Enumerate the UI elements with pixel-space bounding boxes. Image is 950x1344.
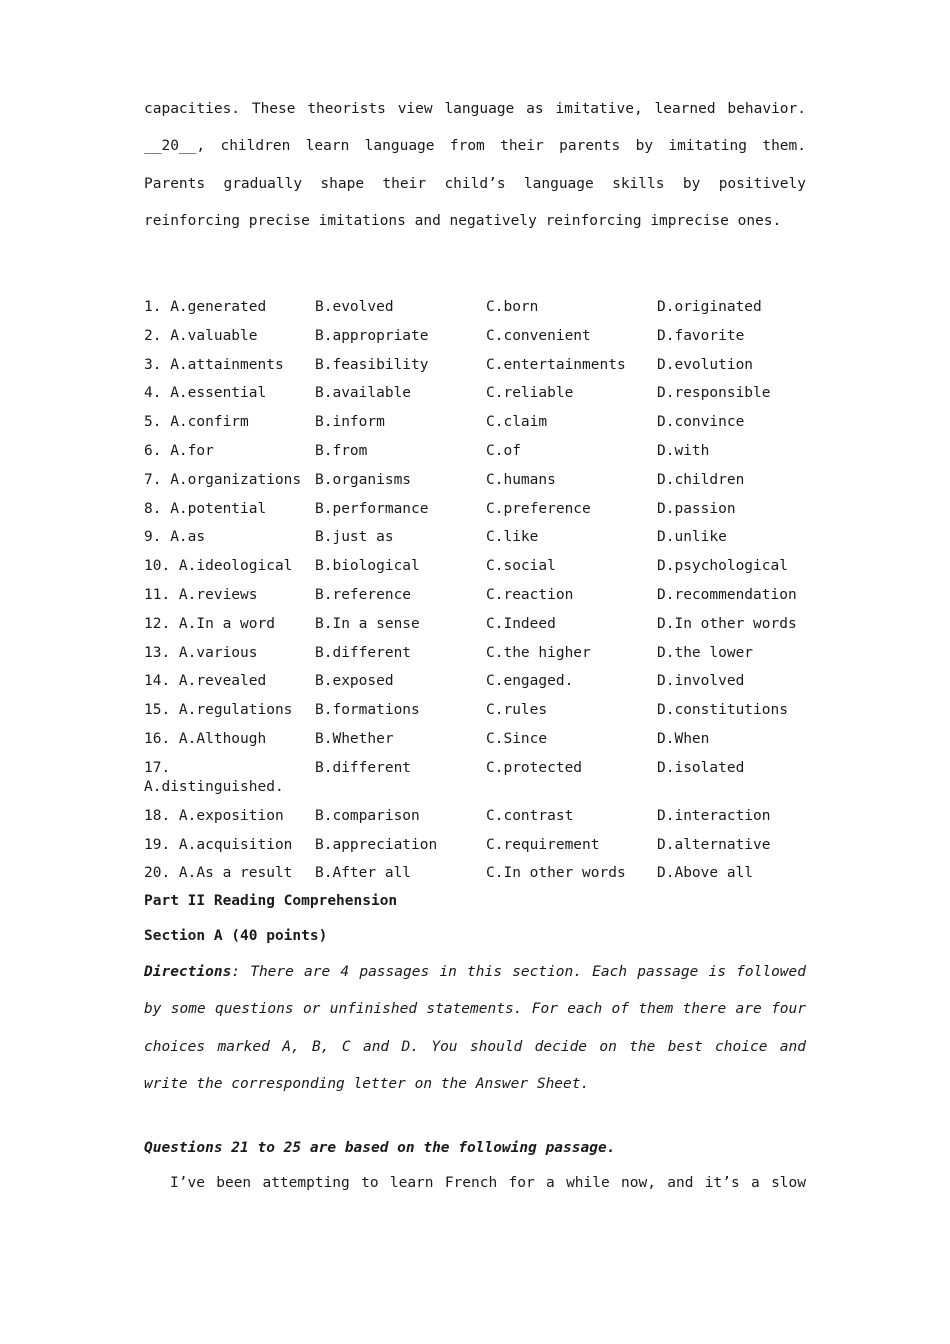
- option-c: C.the higher: [486, 644, 591, 661]
- option-row: [144, 802, 824, 831]
- option-c: C.engaged.: [486, 673, 574, 690]
- option-a: 17. A.distinguished.: [144, 759, 284, 795]
- option-row: [144, 495, 824, 524]
- option-a: 3. A.attainments: [144, 356, 284, 373]
- option-a: 16. A.Although: [144, 730, 267, 747]
- option-a: 2. A.valuable: [144, 327, 258, 344]
- option-d: D.psychological: [657, 558, 788, 575]
- option-row: [144, 351, 824, 380]
- option-a: 12. A.In a word: [144, 615, 275, 632]
- option-d: D.involved: [657, 673, 745, 690]
- option-c: C.humans: [486, 471, 556, 488]
- option-b: B.feasibility: [315, 356, 429, 373]
- option-row: [144, 667, 824, 696]
- options-list: [144, 293, 824, 888]
- option-c: C.of: [486, 442, 521, 459]
- option-d: D.unlike: [657, 529, 727, 546]
- option-c: C.In other words: [486, 865, 626, 882]
- option-a: 4. A.essential: [144, 385, 267, 402]
- option-row: [144, 859, 824, 888]
- option-b: B.different: [315, 759, 412, 776]
- option-c: C.born: [486, 299, 539, 315]
- option-d: D.originated: [657, 299, 762, 315]
- option-a: 7. A.organizations: [144, 471, 302, 488]
- option-b: B.inform: [315, 414, 385, 431]
- section-heading: Section A (40 points): [144, 928, 328, 944]
- option-row: [144, 379, 824, 408]
- option-b: B.organisms: [315, 471, 412, 488]
- option-b: B.formations: [315, 702, 420, 719]
- option-row: [144, 696, 824, 725]
- option-a: 15. A.regulations: [144, 702, 293, 719]
- option-c: C.convenient: [486, 327, 591, 344]
- option-row: [144, 437, 824, 466]
- option-a: 8. A.potential: [144, 500, 267, 517]
- directions-label: Directions: [144, 964, 232, 980]
- option-c: C.rules: [486, 702, 548, 719]
- option-row: [144, 725, 824, 754]
- option-d: D.children: [657, 471, 745, 488]
- option-d: D.alternative: [657, 836, 771, 853]
- option-b: B.appreciation: [315, 836, 438, 853]
- option-c: C.reaction: [486, 586, 574, 603]
- option-row: [144, 552, 824, 581]
- questions-heading: Questions 21 to 25 are based on the following passage.: [144, 1140, 616, 1156]
- option-b: B.In a sense: [315, 615, 420, 632]
- option-a: 18. A.exposition: [144, 807, 284, 824]
- directions-text: : There are 4 passages in this section. Each passage is followed by some questions or unfinished statements. For each of them there are four choices marked A, B, C and D. You should decide on the best choice and write the corresponding letter on the Answer Sheet.: [144, 964, 806, 1092]
- option-row: [144, 466, 824, 495]
- option-d: D.interaction: [657, 807, 771, 824]
- option-c: C.Indeed: [486, 615, 556, 632]
- option-b: B.available: [315, 385, 412, 402]
- option-c: C.claim: [486, 414, 548, 431]
- option-d: D.passion: [657, 500, 736, 517]
- option-d: D.isolated: [657, 759, 745, 776]
- option-b: B.After all: [315, 865, 412, 882]
- option-b: B.biological: [315, 558, 420, 575]
- option-d: D.When: [657, 730, 710, 747]
- option-b: B.just as: [315, 529, 394, 546]
- option-c: C.reliable: [486, 385, 574, 402]
- option-b: B.Whether: [315, 730, 394, 747]
- option-b: B.evolved: [315, 299, 394, 315]
- option-a: 6. A.for: [144, 442, 214, 459]
- option-c: C.Since: [486, 730, 548, 747]
- directions: [144, 954, 806, 1103]
- option-b: B.exposed: [315, 673, 394, 690]
- option-a: 11. A.reviews: [144, 586, 258, 603]
- option-d: D.evolution: [657, 356, 754, 373]
- option-c: C.requirement: [486, 836, 600, 853]
- option-d: D.convince: [657, 414, 745, 431]
- option-b: B.different: [315, 644, 412, 661]
- passage-start: I’ve been attempting to learn French for a while now, and it’s a slow: [170, 1175, 806, 1191]
- option-c: C.protected: [486, 759, 583, 776]
- option-d: D.favorite: [657, 327, 745, 344]
- option-row: [144, 293, 824, 322]
- option-row: [144, 408, 824, 437]
- option-b: B.appropriate: [315, 327, 429, 344]
- option-a: 10. A.ideological: [144, 558, 293, 575]
- option-b: B.from: [315, 442, 368, 459]
- option-a: 19. A.acquisition: [144, 836, 293, 853]
- option-c: C.like: [486, 529, 539, 546]
- option-b: B.performance: [315, 500, 429, 517]
- option-a: 20. A.As a result: [144, 865, 293, 882]
- option-row: [144, 523, 824, 552]
- option-d: D.Above all: [657, 865, 754, 882]
- option-a: 1. A.generated: [144, 299, 267, 315]
- option-d: D.with: [657, 442, 710, 459]
- option-d: D.In other words: [657, 615, 797, 632]
- option-row: [144, 639, 824, 668]
- option-b: B.comparison: [315, 807, 420, 824]
- option-d: D.responsible: [657, 385, 771, 402]
- option-b: B.reference: [315, 586, 412, 603]
- option-row: [144, 831, 824, 860]
- option-a: 5. A.confirm: [144, 414, 249, 431]
- option-a: 9. A.as: [144, 529, 206, 546]
- intro-paragraph: capacities. These theorists view language as imitative, learned behavior. __20__, children learn language from their parents by imitating them. Parents gradually shape their child’s language skills by positively reinforcing precise imitations and negatively reinforcing imprecise ones.: [144, 101, 806, 229]
- option-d: D.recommendation: [657, 586, 797, 603]
- option-d: D.constitutions: [657, 702, 788, 719]
- option-row: [144, 754, 824, 802]
- option-row: [144, 322, 824, 351]
- part-heading: Part II Reading Comprehension: [144, 893, 398, 909]
- option-c: C.entertainments: [486, 356, 626, 373]
- option-row: [144, 581, 824, 610]
- option-c: C.contrast: [486, 807, 574, 824]
- option-a: 14. A.revealed: [144, 673, 267, 690]
- option-d: D.the lower: [657, 644, 754, 661]
- option-c: C.preference: [486, 500, 591, 517]
- option-a: 13. A.various: [144, 644, 258, 661]
- option-row: [144, 610, 824, 639]
- option-c: C.social: [486, 558, 556, 575]
